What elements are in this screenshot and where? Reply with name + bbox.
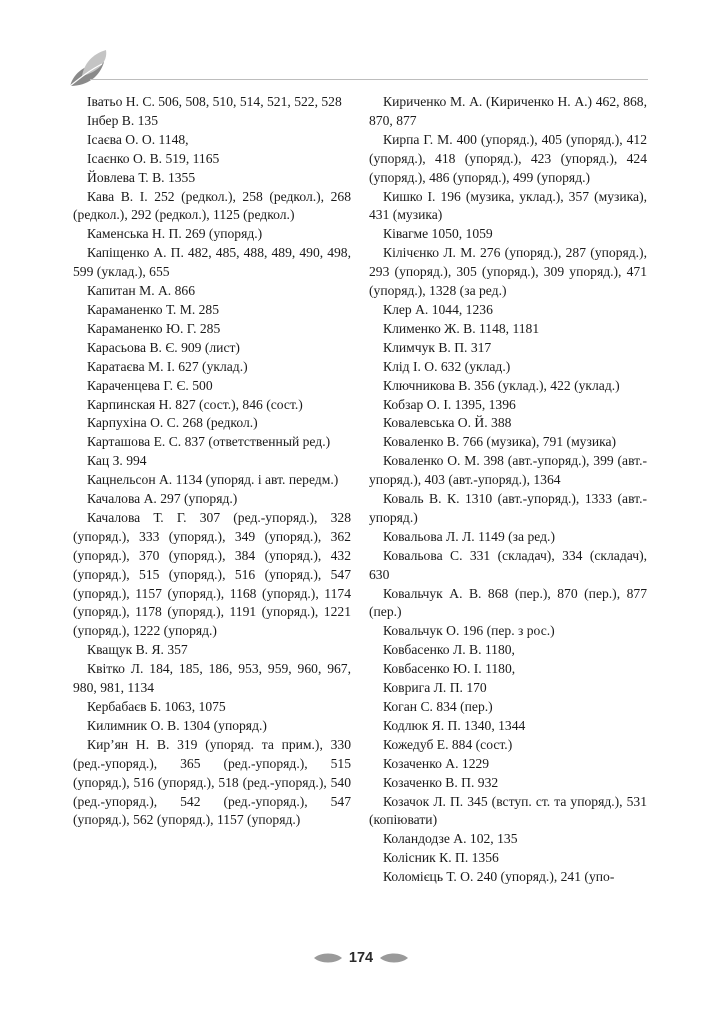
index-entry: Кербабаєв Б. 1063, 1075: [87, 699, 226, 714]
index-entry: Караманенко Ю. Г. 285: [87, 320, 221, 336]
page-number: 174: [348, 950, 374, 966]
index-entry: Климчук В. П. 317: [383, 339, 492, 355]
index-entry: Кава В. І. 252 (редкол.), 258 (редкол.), 268 (редкол.), 292 (редкол.), 1125 (редкол.): [73, 188, 351, 223]
index-entry: Козаченко А. 1229: [383, 755, 490, 771]
index-entry: Ковальчук О. 196 (пер. з рос.): [383, 623, 555, 639]
index-entry: Кириченко М. А. (Кириченко Н. А.) 462, 868, 870, 877: [369, 94, 647, 128]
index-entry: Каменська Н. П. 269 (упоряд.): [87, 226, 263, 242]
index-entry: Коврига Л. П. 170: [383, 680, 487, 696]
index-entry: Кацнельсон А. 1134 (упоряд. і авт. передм.): [87, 472, 339, 488]
index-entry: Клід І. О. 632 (уклад.): [383, 358, 511, 374]
index-entry: Каратаєва М. І. 627 (уклад.): [87, 358, 248, 374]
index-entry: Козачок Л. П. 345 (вступ. ст. та упоряд.), 531 (копіювати): [369, 793, 647, 828]
index-entry: Карташова Е. С. 837 (ответственный ред.): [87, 434, 331, 450]
index-entry: Караманенко Т. М. 285: [87, 301, 220, 317]
index-entry: Коваленко О. М. 398 (авт.-упоряд.), 399 (авт.-упоряд.), 403 (авт.-упоряд.), 1364: [369, 453, 647, 488]
index-entry: Кирпа Г. М. 400 (упоряд.), 405 (упоряд.), 412 (упоряд.), 418 (упоряд.), 423 (упоряд.), 424 (упоряд.), 486 (упоряд.), 499 (упоряд.): [369, 131, 647, 185]
index-entry: Ісаєва О. О. 1148,: [87, 131, 189, 147]
index-entry: Колісник К. П. 1356: [383, 850, 499, 866]
index-entry: Кобзар О. І. 1395, 1396: [383, 396, 516, 412]
index-entry: Капіщенко А. П. 482, 485, 488, 489, 490, 498, 599 (уклад.), 655: [73, 245, 351, 280]
index-entry: Клер А. 1044, 1236: [383, 301, 493, 317]
index-entry: Ковалевська О. Й. 388: [383, 415, 512, 431]
index-entry: Килимник О. В. 1304 (упоряд.): [87, 717, 267, 733]
index-entry: Кожедуб Е. 884 (сост.): [383, 736, 513, 752]
index-entry: Кващук В. Я. 357: [87, 642, 188, 658]
index-entry: Козаченко В. П. 932: [383, 774, 499, 790]
index-entry: Йовлева Т. В. 1355: [87, 169, 196, 185]
index-column-right: [369, 93, 647, 887]
page-footer: [0, 947, 722, 969]
index-entry: Коландодзе А. 102, 135: [383, 831, 518, 847]
index-entry: Капитан М. А. 866: [87, 283, 195, 299]
index-entry: Кілічєнко Л. М. 276 (упоряд.), 287 (упоряд.), 293 (упоряд.), 305 (упоряд.), 309 упоряд.), 471 (упоряд.), 1328 (за ред.): [369, 245, 647, 299]
index-entry: Ковбасенко Л. В. 1180,: [383, 642, 515, 658]
index-entry: Качалова А. 297 (упоряд.): [87, 491, 238, 507]
index-entry: Коломієць Т. О. 240 (упоряд.), 241 (упо-: [383, 869, 615, 885]
index-entry: Кац З. 994: [87, 453, 147, 469]
index-entry: Ковальчук А. В. 868 (пер.), 870 (пер.), 877 (пер.): [369, 585, 647, 620]
index-entry: Клименко Ж. В. 1148, 1181: [383, 320, 540, 336]
leaf-icon: [313, 953, 343, 963]
index-entry: Ключникова В. 356 (уклад.), 422 (уклад.): [383, 377, 620, 393]
index-entry: Ковальова Л. Л. 1149 (за ред.): [383, 528, 555, 544]
index-entry: Коган С. 834 (пер.): [383, 699, 493, 714]
index-entry: Інбер В. 135: [87, 112, 159, 128]
header-rule: [90, 79, 648, 80]
index-entry: Карасьова В. Є. 909 (лист): [87, 339, 240, 355]
index-entry: Кир’ян Н. В. 319 (упоряд. та прим.), 330 (ред.-упоряд.), 365 (ред.-упоряд.), 515 (упоряд.), 516 (упоряд.), 518 (ред.-упоряд.), 540 (ред.-упоряд.), 542 (ред.-упоряд.), 547 (упоряд.), 562 (упоряд.), 1157 (упоряд.): [73, 736, 351, 828]
index-entry: Квітко Л. 184, 185, 186, 953, 959, 960, 967, 980, 981, 1134: [73, 661, 351, 696]
index-entry: Ковбасенко Ю. І. 1180,: [383, 661, 516, 677]
index-entry: Кишко І. 196 (музика, уклад.), 357 (музика), 431 (музика): [369, 188, 647, 223]
index-entry: Коваль В. К. 1310 (авт.-упоряд.), 1333 (авт.-упоряд.): [369, 491, 647, 525]
index-entry: Карпухіна О. С. 268 (редкол.): [87, 415, 258, 431]
index-entry: Ісаєнко О. В. 519, 1165: [87, 150, 220, 166]
index-entry: Ківагме 1050, 1059: [383, 226, 493, 242]
index-entry: Кодлюк Я. П. 1340, 1344: [383, 717, 526, 733]
index-column-left: [73, 93, 351, 830]
index-entry: Ковальова С. 331 (складач), 334 (складач), 630: [369, 547, 647, 582]
index-entry: Карпинская Н. 827 (сост.), 846 (сост.): [87, 396, 303, 412]
leaf-icon: [379, 953, 409, 963]
index-entry: Качалова Т. Г. 307 (ред.-упоряд.), 328 (упоряд.), 333 (упоряд.), 349 (упоряд.), 362 (упоряд.), 370 (упоряд.), 384 (упоряд.), 432 (упоряд.), 515 (упоряд.), 516 (упоряд.), 547 (упоряд.), 1157 (упоряд.), 1168 (упоряд.), 1174 (упоряд.), 1178 (упоряд.), 1191 (упоряд.), 1221 (упоряд.), 1222 (упоряд.): [73, 509, 351, 639]
index-entry: Іватьо Н. С. 506, 508, 510, 514, 521, 522, 528: [87, 94, 342, 109]
index-entry: Караченцева Г. Є. 500: [87, 377, 213, 393]
index-entry: Коваленко В. 766 (музика), 791 (музика): [383, 434, 617, 450]
leaf-icon: [64, 46, 114, 92]
